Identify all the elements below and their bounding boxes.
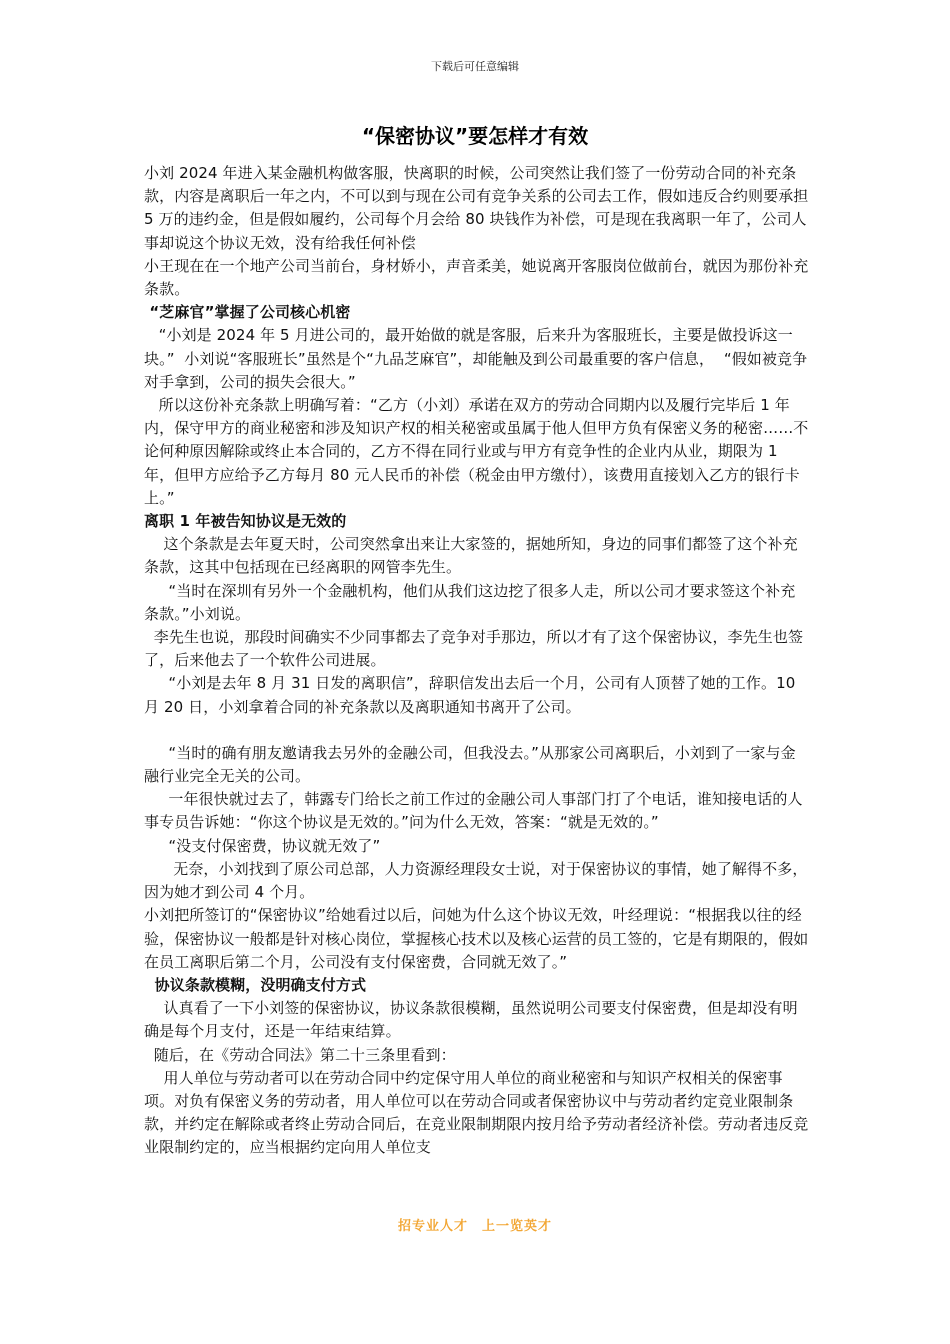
footer-banner bbox=[0, 1215, 950, 1234]
paragraph: 随后，在《劳动合同法》第二十三条里看到： bbox=[144, 1045, 456, 1064]
section-heading-2: 离职 1 年被告知协议是无效的 bbox=[144, 512, 347, 531]
paragraph: 李先生也说，那段时间确实不少同事都去了竞争对手那边，所以才有了这个保密协议，李先生也签了，后来他去了一个软件公司进展。 bbox=[144, 628, 804, 670]
paragraph: 用人单位与劳动者可以在劳动合同中约定保守用人单位的商业秘密和与知识产权相关的保密事项。对负有保密义务的劳动者，用人单位可以在劳动合同或者保密协议中与劳动者约定竞业限制条款，并约定在解除或者终止劳动合同后，在竞业限制期限内按月给予劳动者经济补偿。劳动者违反竞业限制约定的，应当根据约定向用人单位支 bbox=[144, 1068, 809, 1157]
paragraph: 认真看了一下小刘签的保密协议，协议条款很模糊，虽然说明公司要支付保密费，但是却没有明确是每个月支付，还是一年结束结算。 bbox=[144, 999, 798, 1041]
paragraph: 所以这份补充条款上明确写着：“乙方（小刘）承诺在双方的劳动合同期内以及履行完毕后 1 年内，保守甲方的商业秘密和涉及知识产权的相关秘密或虽属于他人但甲方负有保密义务的秘密……不论何种原因解除或终止本合同的，乙方不得在同行业或与甲方有竞争性的企业内从业，期限为 1 年，但甲方应给予乙方每月 80 元人民币的补偿（税金由甲方缴付），该费用直接划入乙方的银行卡上。” bbox=[144, 396, 809, 507]
document-title: “保密协议”要怎样才有效 bbox=[361, 124, 589, 148]
paragraph: “当时在深圳有另外一个金融机构，他们从我们这边挖了很多人走，所以公司才要求签这个补充条款。”小刘说。 bbox=[144, 581, 796, 623]
header-note: 下载后可任意编辑 bbox=[431, 60, 519, 73]
paragraph: 这个条款是去年夏天时，公司突然拿出来让大家签的，据她所知，身边的同事们都签了这个补充条款，这其中包括现在已经离职的网管李先生。 bbox=[144, 535, 798, 577]
footer-banner-left: 招专业人才 bbox=[397, 1219, 468, 1234]
section-heading-1: “芝麻官”掌握了公司核心机密 bbox=[144, 303, 351, 322]
paragraph-intro-1: 小刘 2024 年进入某金融机构做客服，快离职的时候，公司突然让我们签了一份劳动合同的补充条款，内容是离职后一年之内，不可以到与现在公司有竞争关系的公司去工作，假如违反合约则要承担 5 万的违约金，但是假如履约，公司每个月会给 80 块钱作为补偿，可是现在我离职一年了，公司人事却说这个协议无效，没有给我任何补偿 bbox=[144, 164, 814, 252]
section-heading-3: 协议条款模糊，没明确支付方式 bbox=[144, 975, 367, 994]
article-body bbox=[144, 162, 814, 1160]
blank-line bbox=[144, 719, 810, 742]
paragraph: “小刘是 2024 年 5 月进公司的，最开始做的就是客服，后来升为客服班长，主要是做投诉这一块。” 小刘说“客服班长”虽然是个“九品芝麻官”，却能触及到公司最重要的客户信息， “假如被竞争对手拿到，公司的损失会很大。” bbox=[144, 326, 808, 391]
paragraph: “没支付保密费，协议就无效了” bbox=[144, 836, 381, 855]
paragraph: 一年很快就过去了，韩露专门给长之前工作过的金融公司人事部门打了个电话，谁知接电话的人事专员告诉她：“你这个协议是无效的。”问为什么无效，答案：“就是无效的。” bbox=[144, 790, 803, 832]
paragraph: 无奈，小刘找到了原公司总部，人力资源经理段女士说，对于保密协议的事情，她了解得不多，因为她才到公司 4 个月。 bbox=[144, 859, 808, 902]
paragraph: “小刘是去年 8 月 31 日发的离职信”，辞职信发出去后一个月，公司有人顶替了她的工作。10 月 20 日，小刘拿着合同的补充条款以及离职通知书离开了公司。 bbox=[144, 674, 801, 716]
paragraph: 小刘把所签订的“保密协议”给她看过以后，问她为什么这个协议无效，叶经理说：“根据我以往的经验，保密协议一般都是针对核心岗位，掌握核心技术以及核心运营的员工签的，它是有期限的，假如在员工离职后第二个月，公司没有支付保密费，合同就无效了。” bbox=[144, 906, 809, 971]
paragraph: “当时的确有朋友邀请我去另外的金融公司，但我没去。”从那家公司离职后，小刘到了一家与金融行业完全无关的公司。 bbox=[144, 743, 796, 786]
footer-banner-right: 上一览英才 bbox=[482, 1219, 553, 1234]
paragraph-intro-2: 小王现在在一个地产公司当前台，身材娇小，声音柔美，她说离开客服岗位做前台，就因为那份补充条款。 bbox=[144, 256, 809, 299]
